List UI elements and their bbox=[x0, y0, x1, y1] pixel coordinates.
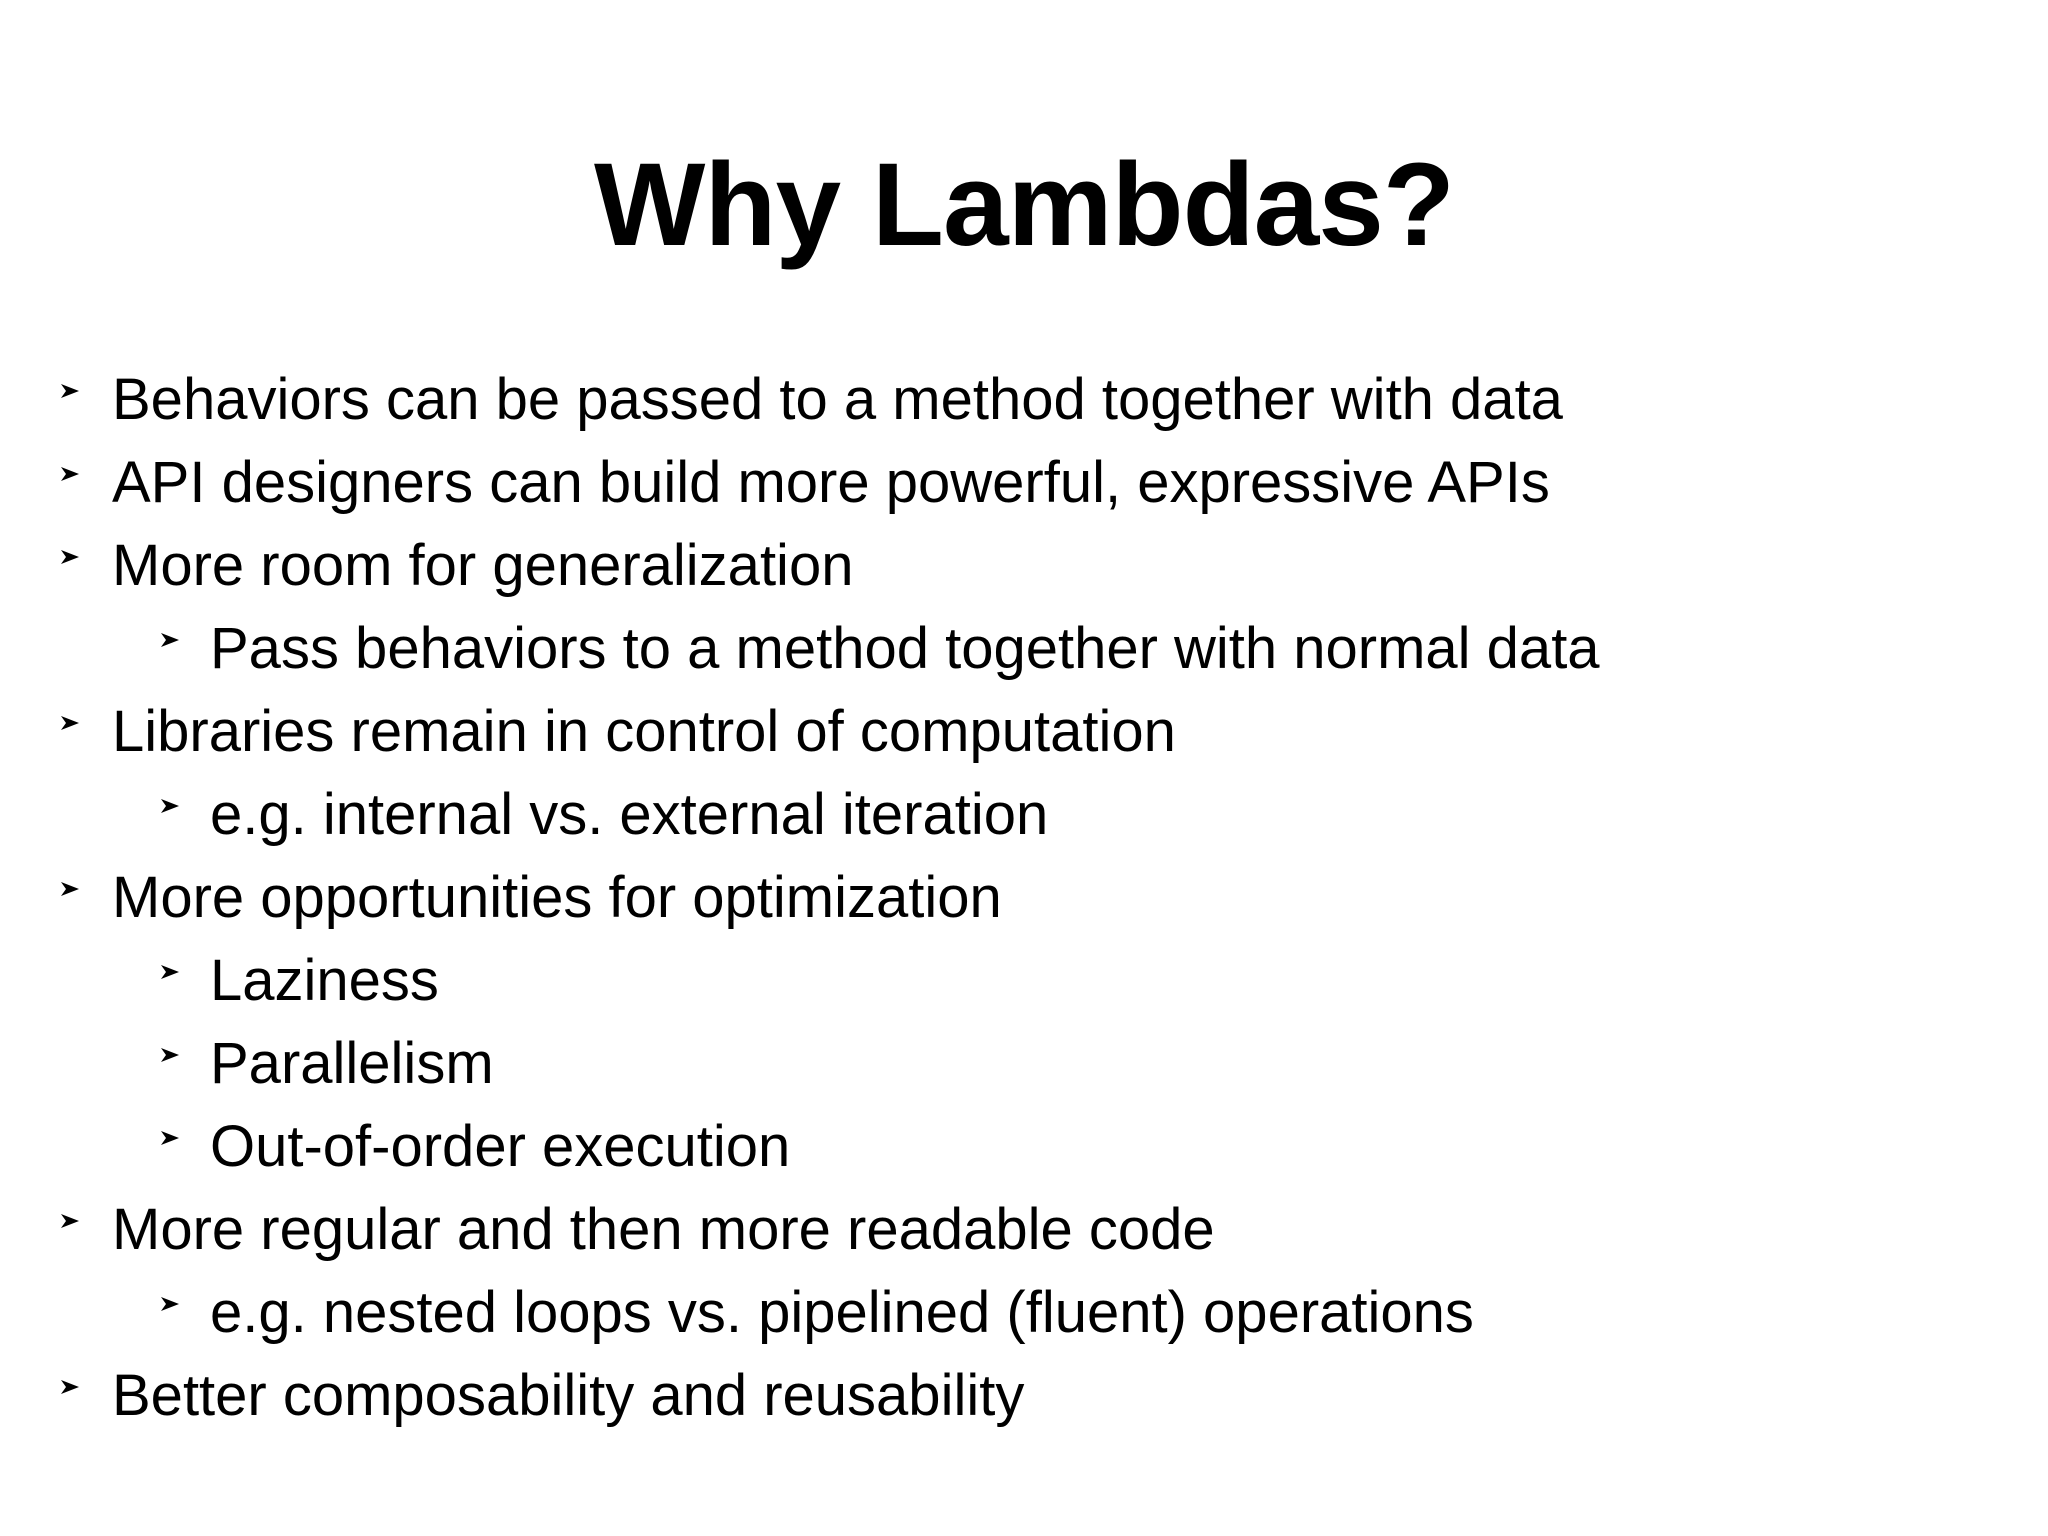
bullet-item bbox=[60, 524, 2020, 607]
bullet-text: Out-of-order execution bbox=[210, 1114, 791, 1179]
bullet-item bbox=[60, 690, 2020, 773]
arrowhead-bullet-icon bbox=[160, 1022, 180, 1105]
bullet-text: More opportunities for optimization bbox=[112, 865, 1002, 930]
arrowhead-bullet-icon bbox=[60, 856, 80, 939]
arrowhead-bullet-icon bbox=[60, 1354, 80, 1437]
bullet-item bbox=[60, 856, 2020, 939]
bullet-item bbox=[60, 441, 2020, 524]
arrowhead-bullet-icon bbox=[60, 690, 80, 773]
bullet-text: Libraries remain in control of computation bbox=[112, 699, 1176, 764]
bullet-text: Behaviors can be passed to a method together with data bbox=[112, 367, 1563, 432]
sub-bullet-item bbox=[60, 607, 2020, 690]
bullet-text: e.g. nested loops vs. pipelined (fluent) operations bbox=[210, 1280, 1474, 1345]
sub-bullet-item bbox=[60, 1271, 2020, 1354]
arrowhead-bullet-icon bbox=[160, 1105, 180, 1188]
arrowhead-bullet-icon bbox=[60, 441, 80, 524]
sub-bullet-item bbox=[60, 1022, 2020, 1105]
sub-bullet-item bbox=[60, 773, 2020, 856]
slide-title: Why Lambdas? bbox=[594, 139, 1454, 271]
bullet-text: More regular and then more readable code bbox=[112, 1197, 1215, 1262]
bullet-text: API designers can build more powerful, expressive APIs bbox=[112, 450, 1550, 515]
arrowhead-bullet-icon bbox=[160, 1271, 180, 1354]
sub-bullet-item bbox=[60, 1105, 2020, 1188]
bullet-text: Better composability and reusability bbox=[112, 1363, 1025, 1428]
arrowhead-bullet-icon bbox=[60, 524, 80, 607]
bullet-item bbox=[60, 1188, 2020, 1271]
sub-bullet-item bbox=[60, 939, 2020, 1022]
bullet-item bbox=[60, 358, 2020, 441]
arrowhead-bullet-icon bbox=[160, 773, 180, 856]
bullet-text: Laziness bbox=[210, 948, 439, 1013]
arrowhead-bullet-icon bbox=[160, 607, 180, 690]
bullet-text: Parallelism bbox=[210, 1031, 494, 1096]
bullet-list bbox=[60, 358, 2020, 1437]
bullet-text: Pass behaviors to a method together with normal data bbox=[210, 616, 1600, 681]
bullet-item bbox=[60, 1354, 2020, 1437]
arrowhead-bullet-icon bbox=[60, 1188, 80, 1271]
bullet-text: e.g. internal vs. external iteration bbox=[210, 782, 1049, 847]
arrowhead-bullet-icon bbox=[60, 358, 80, 441]
bullet-text: More room for generalization bbox=[112, 533, 854, 598]
arrowhead-bullet-icon bbox=[160, 939, 180, 1022]
